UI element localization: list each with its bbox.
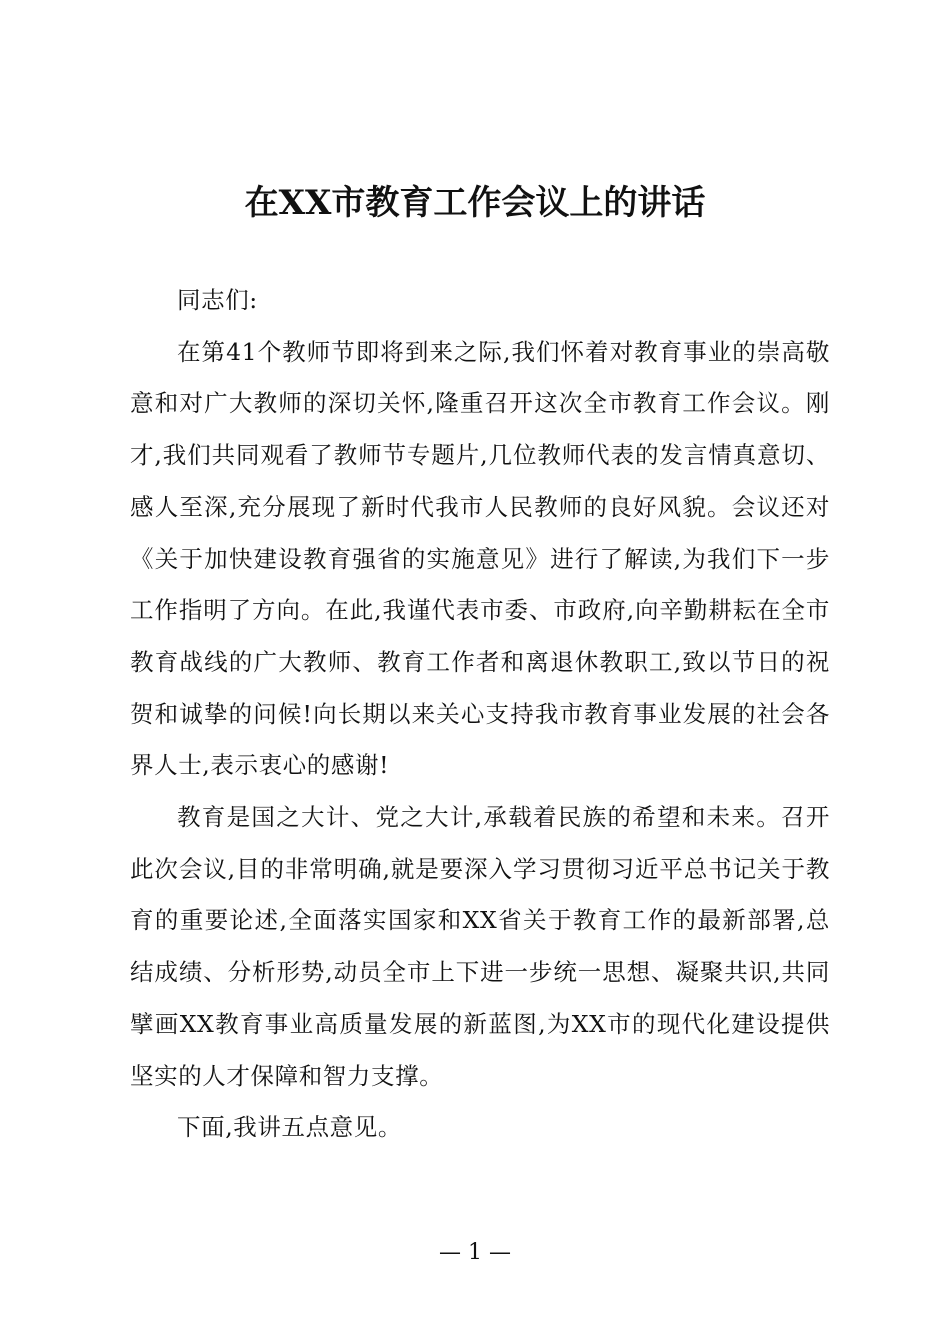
salutation: 同志们: <box>177 286 258 314</box>
paragraph-3: 下面,我讲五点意见。 <box>177 1113 402 1142</box>
page-number: — 1 — <box>439 1240 511 1265</box>
document-body <box>130 275 830 1154</box>
paragraph-2: 教育是国之大计、党之大计,承载着民族的希望和未来。召开此次会议,目的非常明确,就是要深入学习贯彻习近平总书记关于教育的重要论述,全面落实国家和XX省关于教育工作的最新部署,总结成绩、分析形势,动员全市上下进一步统一思想、凝聚共识,共同擘画XX教育事业高质量发展的新蓝图,为XX市的现代化建设提供坚实的人才保障和智力支撑。 <box>130 803 830 1090</box>
paragraph-1: 在第41个教师节即将到来之际,我们怀着对教育事业的崇高敬意和对广大教师的深切关怀,隆重召开这次全市教育工作会议。刚才,我们共同观看了教师节专题片,几位教师代表的发言情真意切、感人至深,充分展现了新时代我市人民教师的良好风貌。会议还对《关于加快建设教育强省的实施意见》进行了解读,为我们下一步工作指明了方向。在此,我谨代表市委、市政府,向辛勤耕耘在全市教育战线的广大教师、教育工作者和离退休教职工,致以节日的祝贺和诚挚的问候!向长期以来关心支持我市教育事业发展的社会各界人士,表示衷心的感谢! <box>130 337 830 780</box>
document-title: 在XX市教育工作会议上的讲话 <box>244 183 706 223</box>
